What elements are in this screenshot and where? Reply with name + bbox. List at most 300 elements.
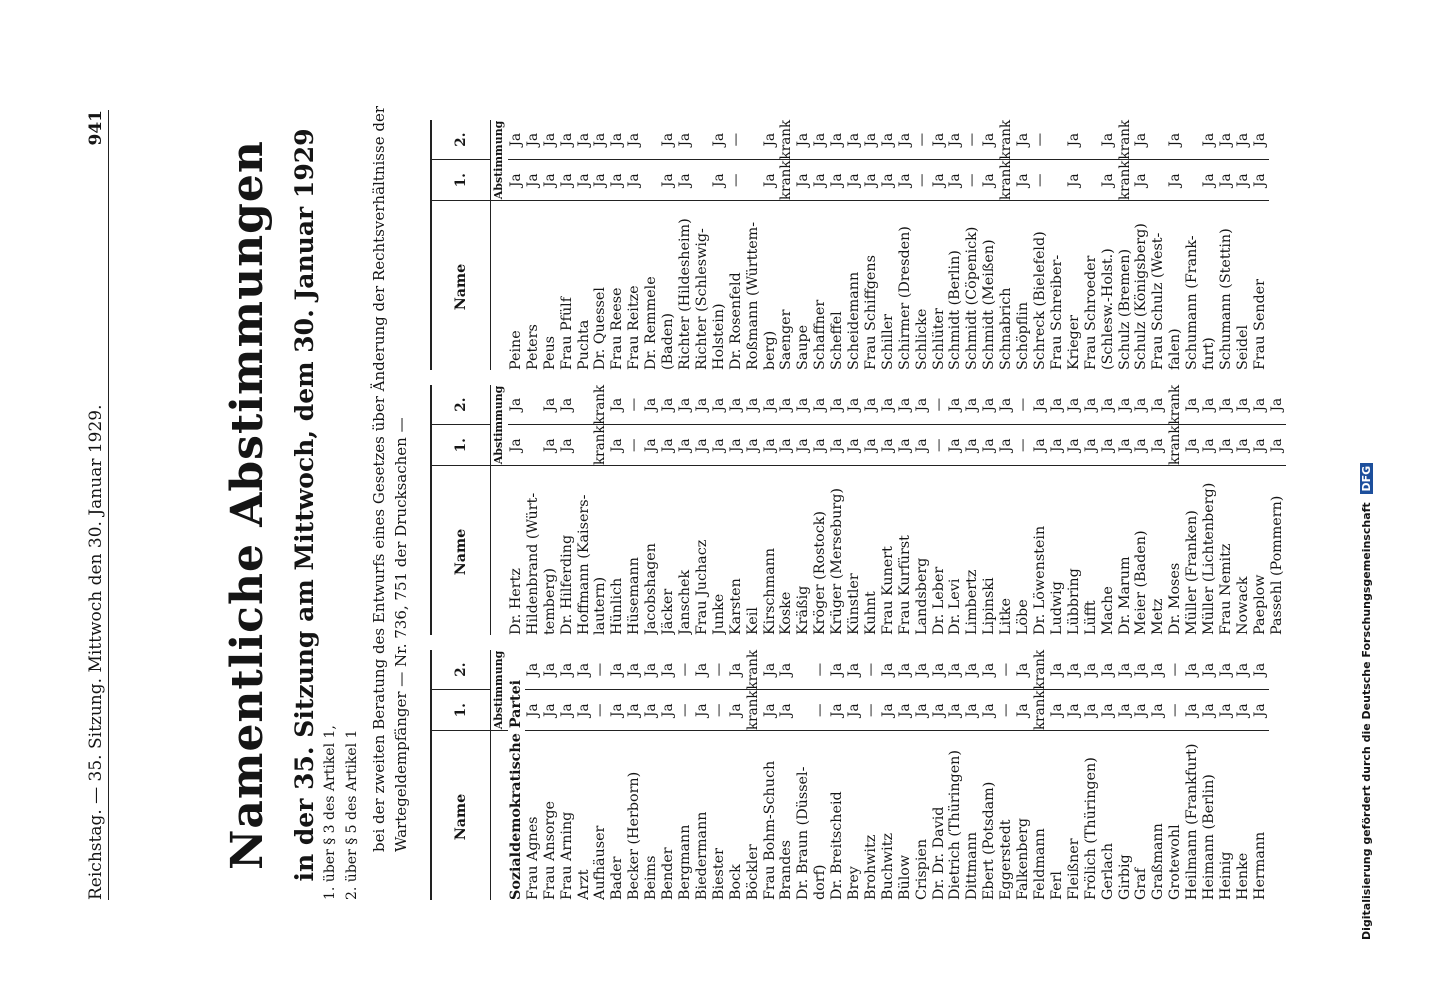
vote-2-value: Ja	[862, 397, 879, 412]
member-name: Paeplow	[1252, 466, 1269, 636]
vote-2-value: Ja	[1201, 662, 1218, 677]
vote-1-value: Ja	[1066, 160, 1083, 201]
member-name: Frau Arning	[559, 731, 576, 901]
vote-2-value	[1049, 120, 1066, 160]
vote-2-value: krank	[592, 384, 609, 425]
vote-2-value: Ja	[964, 662, 981, 677]
member-name: Frau Schreiber-	[1049, 201, 1066, 371]
vote-2-value: Ja	[676, 397, 693, 412]
member-name: Brandes	[778, 731, 795, 901]
vote-2-value: Ja	[575, 662, 592, 677]
member-name: Schlüter	[931, 201, 948, 371]
table-row	[964, 385, 981, 635]
vote-1-value: Ja	[947, 160, 964, 201]
member-name: Frau Schulz (West-	[1150, 201, 1167, 371]
vote-1-value: Ja	[1032, 425, 1049, 466]
member-name: Bock	[728, 731, 745, 901]
table-row	[762, 120, 779, 370]
member-name: Hermann	[1252, 731, 1269, 901]
vote-1-value: Ja	[1133, 425, 1150, 466]
vote-2-column-header	[431, 650, 491, 690]
table-row	[812, 120, 829, 370]
vote-1-value: Ja	[897, 160, 914, 201]
vote-2-value: Ja	[1133, 662, 1150, 677]
vote-2-value: Ja	[609, 397, 626, 412]
vote-1-value: —	[812, 690, 829, 731]
table-row	[1252, 385, 1269, 635]
table-row	[542, 120, 559, 370]
member-name: berg)	[762, 201, 779, 371]
vote-2-value: Ja	[676, 132, 693, 147]
vote-2-value: Ja	[524, 662, 541, 677]
vote-1-value: Ja	[863, 160, 880, 201]
table-row	[1150, 650, 1167, 900]
vote-1-value: Ja	[829, 690, 846, 731]
table-row	[846, 650, 863, 900]
vote-2-value: krank	[998, 119, 1015, 160]
member-name: Ferl	[1049, 731, 1066, 901]
vote-1-number: 1.	[453, 438, 469, 453]
vote-2-value: Ja	[896, 662, 913, 677]
member-name: Janschek	[677, 466, 694, 636]
vote-2-value: Ja	[1065, 662, 1082, 677]
vote-2-value: Ja	[1065, 397, 1082, 412]
table-row	[677, 120, 694, 370]
vote-1-value: Ja	[1117, 690, 1134, 731]
vote-1-value: Ja	[525, 160, 542, 201]
vote-2-value: Ja	[778, 662, 795, 677]
vote-1-value: Ja	[1133, 690, 1150, 731]
member-name: Karsten	[728, 466, 745, 636]
vote-2-value: Ja	[812, 397, 829, 412]
table-row	[559, 650, 576, 900]
party-name: Sozialdemokratische Partei	[507, 679, 524, 900]
vote-1-value: Ja	[609, 690, 626, 731]
page-title: Namentliche Abstimmungen	[222, 140, 273, 870]
article-note-2: 2. über § 5 des Artikel 1	[344, 729, 360, 900]
table-row	[1218, 385, 1235, 635]
vote-1-value: Ja	[1015, 690, 1032, 731]
vote-1-value: krank	[998, 160, 1015, 200]
abstimmung-header-row	[491, 385, 508, 635]
vote-1-value: Ja	[1252, 160, 1269, 201]
vote-1-value: Ja	[795, 160, 812, 201]
vote-2-value: Ja	[829, 397, 846, 412]
vote-2-value: Ja	[1150, 662, 1167, 677]
table-row	[1201, 650, 1218, 900]
vote-1-value: krank	[592, 425, 609, 465]
table-header-row	[431, 650, 491, 900]
member-name: Brey	[846, 731, 863, 901]
table-row	[592, 120, 609, 370]
table-row	[728, 120, 745, 370]
vote-1-value: Ja	[964, 690, 981, 731]
member-name: Frau Ansorge	[542, 731, 559, 901]
table-row	[1117, 650, 1134, 900]
table-row	[694, 385, 711, 635]
vote-1-column-header	[431, 160, 491, 201]
member-name: Scheidemann	[846, 201, 863, 371]
member-name: Dr. Leber	[931, 466, 948, 636]
vote-1-value: Ja	[1252, 425, 1269, 466]
header-spacer	[491, 466, 508, 636]
vote-1-value: Ja	[1066, 690, 1083, 731]
table-row	[914, 120, 931, 370]
member-name: Lüfft	[1083, 466, 1100, 636]
table-row	[947, 650, 964, 900]
vote-1-value: Ja	[1201, 690, 1218, 731]
header-rule	[108, 110, 109, 900]
name-column-header: Name	[431, 466, 491, 636]
member-name: Kirschmann	[762, 466, 779, 636]
vote-2-value: Ja	[947, 662, 964, 677]
table-row	[931, 385, 948, 635]
vote-1-value: Ja	[762, 425, 779, 466]
table-row	[1235, 650, 1252, 900]
vote-1-value: —	[863, 690, 880, 731]
vote-2-value: Ja	[558, 397, 575, 412]
vote-2-value: —	[930, 397, 947, 412]
member-name: Frölich (Thüringen)	[1083, 731, 1100, 901]
vote-1-value: Ja	[1100, 160, 1117, 201]
member-name: Heinig	[1218, 731, 1235, 901]
table-row	[998, 385, 1015, 635]
table-row	[829, 650, 846, 900]
table-row	[931, 650, 948, 900]
header-spacer	[491, 201, 508, 371]
vote-2-column-header	[431, 385, 491, 425]
vote-1-value: krank	[1167, 425, 1184, 465]
vote-2-value	[643, 120, 660, 160]
vote-2-value: Ja	[541, 662, 558, 677]
member-name: Buchwitz	[880, 731, 897, 901]
table-row	[998, 650, 1015, 900]
table-row	[947, 120, 964, 370]
vote-1-value: Ja	[660, 690, 677, 731]
table-row	[1133, 650, 1150, 900]
vote-2-value: Ja	[727, 662, 744, 677]
vote-2-value	[1083, 120, 1100, 160]
vote-1-value	[643, 160, 660, 201]
table-row	[1049, 120, 1066, 370]
member-name: Schmidt (Cöpenick)	[964, 201, 981, 371]
vote-1-value: Ja	[626, 690, 643, 731]
table-row	[694, 120, 711, 370]
member-name: Schumann (Frank-	[1184, 201, 1201, 371]
vote-2-value: Ja	[1251, 397, 1268, 412]
vote-1-number: 1.	[453, 173, 469, 188]
vote-1-value: Ja	[745, 425, 762, 466]
table-row	[559, 385, 576, 635]
member-name: Jacobshagen	[643, 466, 660, 636]
member-name: Dr. Levi	[947, 466, 964, 636]
table-row	[863, 385, 880, 635]
vote-table-2	[430, 385, 1286, 635]
member-name: Scheffel	[829, 201, 846, 371]
vote-2-value	[745, 120, 762, 160]
vote-2-value: Ja	[1184, 397, 1201, 412]
vote-2-value: Ja	[981, 397, 998, 412]
member-name: Kröger (Rostock)	[812, 466, 829, 636]
vote-2-value: Ja	[1099, 397, 1116, 412]
vote-table-3	[430, 120, 1269, 370]
vote-2-value: —	[998, 662, 1015, 677]
vote-2-number: 2.	[453, 662, 469, 677]
table-row	[677, 385, 694, 635]
vote-2-value: Ja	[812, 132, 829, 147]
vote-2-value: Ja	[896, 397, 913, 412]
member-name: Heimann (Berlin)	[1201, 731, 1218, 901]
vote-2-value: Ja	[1048, 662, 1065, 677]
vote-2-value: Ja	[761, 132, 778, 147]
table-row	[914, 385, 931, 635]
member-name: Seidel	[1235, 201, 1252, 371]
vote-2-value: krank	[1032, 649, 1048, 690]
vote-2-value: Ja	[609, 132, 626, 147]
vote-1-value: Ja	[559, 425, 576, 466]
member-name: (Baden)	[660, 201, 677, 371]
table-row	[880, 120, 897, 370]
member-name: Beims	[643, 731, 660, 901]
table-row	[660, 120, 677, 370]
member-name: (Schlesw.-Holst.)	[1100, 201, 1117, 371]
vote-1-value: Ja	[846, 690, 863, 731]
member-name: Bülow	[897, 731, 914, 901]
vote-1-value: Ja	[1201, 425, 1218, 466]
vote-1-value: Ja	[1015, 160, 1032, 201]
member-name: Arzt	[576, 731, 593, 901]
vote-2-value: Ja	[626, 132, 643, 147]
vote-1-number: 1.	[453, 703, 469, 718]
member-name: Becker (Herborn)	[626, 731, 643, 901]
table-row	[762, 650, 779, 900]
vote-1-value: Ja	[863, 425, 880, 466]
table-row	[1032, 650, 1049, 900]
vote-2-value: Ja	[846, 132, 863, 147]
member-name: Fleißner	[1066, 731, 1083, 901]
running-header-text: Reichstag. — 35. Sitzung. Mittwoch den 30. Januar 1929.	[86, 404, 106, 900]
vote-2-value: Ja	[913, 662, 930, 677]
member-name: Schulz (Bremen)	[1117, 201, 1134, 371]
member-name: Schaffner	[812, 201, 829, 371]
vote-2-value: —	[1015, 397, 1032, 412]
member-name: Koske	[778, 466, 795, 636]
member-name: Dr. Breitscheid	[829, 731, 846, 901]
member-name: Hildenbrand (Würt-	[525, 466, 542, 636]
table-row	[525, 120, 542, 370]
name-column-header: Name	[431, 731, 491, 901]
vote-2-value: Ja	[1268, 397, 1285, 412]
member-name: Frau Pfülf	[559, 201, 576, 371]
member-name: Girbig	[1117, 731, 1134, 901]
vote-1-value	[745, 160, 762, 201]
vote-2-value: Ja	[660, 397, 677, 412]
vote-2-value: Ja	[795, 132, 812, 147]
vote-1-value: krank	[778, 160, 795, 200]
vote-2-value: Ja	[947, 132, 964, 147]
member-name: Dr. Braun (Düssel-	[795, 731, 812, 901]
vote-2-value: Ja	[693, 662, 710, 677]
party-row	[508, 650, 525, 900]
table-row	[626, 650, 643, 900]
running-header	[86, 110, 106, 900]
vote-2-value: Ja	[981, 662, 998, 677]
table-row	[1167, 385, 1184, 635]
vote-2-value: Ja	[1217, 132, 1234, 147]
vote-1-value: Ja	[914, 690, 931, 731]
vote-1-value: krank	[744, 690, 761, 730]
table-row	[626, 120, 643, 370]
table-row	[1184, 120, 1201, 370]
member-name: temberg)	[542, 466, 559, 636]
vote-1-value: Ja	[1184, 690, 1201, 731]
abstimmung-header-row	[491, 120, 508, 370]
vote-2-value: Ja	[1133, 132, 1150, 147]
member-name: Dr. Remmele	[643, 201, 660, 371]
table-row	[863, 650, 880, 900]
vote-2-value: Ja	[507, 132, 524, 147]
member-name: Ludwig	[1049, 466, 1066, 636]
vote-1-value: —	[626, 425, 643, 466]
table-row	[592, 385, 609, 635]
member-name: Frau Sender	[1252, 201, 1269, 371]
vote-1-value: Ja	[508, 160, 525, 201]
table-row	[711, 650, 728, 900]
vote-1-value: Ja	[1049, 425, 1066, 466]
vote-2-value: Ja	[1167, 132, 1184, 147]
vote-2-value: —	[964, 132, 981, 147]
vote-1-value: Ja	[559, 160, 576, 201]
vote-2-value: Ja	[1099, 662, 1116, 677]
name-column-header: Name	[431, 201, 491, 371]
table-row	[897, 650, 914, 900]
vote-2-number: 2.	[453, 132, 469, 147]
table-row	[981, 120, 998, 370]
member-name: Bader	[609, 731, 626, 901]
vote-2-value: Ja	[879, 662, 896, 677]
member-name: Lübbring	[1066, 466, 1083, 636]
member-name: Frau Bohm-Schuch	[762, 731, 779, 901]
vote-2-value: Ja	[1184, 662, 1201, 677]
member-name: Bergmann	[677, 731, 694, 901]
page-subtitle: in der 35. Sitzung am Mittwoch, dem 30. Januar 1929	[290, 128, 319, 882]
page-number: 941	[86, 110, 106, 146]
vote-2-value: —	[913, 132, 930, 147]
vote-1-value	[1184, 160, 1201, 201]
vote-1-value: Ja	[1252, 690, 1269, 731]
vote-2-value: —	[727, 132, 744, 147]
vote-2-value: Ja	[592, 132, 609, 147]
member-name: Dr. Quessel	[592, 201, 609, 371]
vote-2-value: Ja	[1251, 132, 1268, 147]
table-row	[1015, 650, 1032, 900]
table-row	[964, 120, 981, 370]
vote-2-value	[694, 120, 711, 160]
member-name: Peus	[542, 201, 559, 371]
table-row	[626, 385, 643, 635]
vote-2-value: krank	[1167, 384, 1184, 425]
funding-note	[1360, 100, 1373, 940]
vote-2-value: Ja	[862, 132, 879, 147]
vote-1-value: Ja	[542, 160, 559, 201]
vote-2-value: Ja	[761, 662, 778, 677]
vote-2-value: —	[676, 662, 693, 677]
member-name: Frau Agnes	[525, 731, 542, 901]
vote-1-value: Ja	[897, 690, 914, 731]
vote-1-value: Ja	[609, 160, 626, 201]
vote-2-value: Ja	[575, 132, 592, 147]
table-row	[508, 120, 525, 370]
vote-1-value: Ja	[846, 425, 863, 466]
table-row	[728, 385, 745, 635]
member-name: Frau Reitze	[626, 201, 643, 371]
abstimmung-label: Abstimmung	[492, 650, 505, 730]
vote-2-value: Ja	[1150, 397, 1167, 412]
vote-2-value: Ja	[930, 132, 947, 147]
member-name: Biedermann	[694, 731, 711, 901]
vote-1-value: Ja	[981, 690, 998, 731]
table-header-row	[431, 120, 491, 370]
vote-1-value: —	[914, 160, 931, 201]
member-name: Schirmer (Dresden)	[897, 201, 914, 371]
vote-1-value: Ja	[559, 690, 576, 731]
vote-1-value: Ja	[762, 690, 779, 731]
table-row	[812, 385, 829, 635]
table-row	[880, 385, 897, 635]
table-row	[846, 385, 863, 635]
member-name: Kräßig	[795, 466, 812, 636]
table-row	[660, 385, 677, 635]
vote-1-value: Ja	[1235, 425, 1252, 466]
vote-1-value: Ja	[677, 160, 694, 201]
vote-2-value: Ja	[1082, 397, 1099, 412]
table-header-row	[431, 385, 491, 635]
vote-1-value: Ja	[576, 160, 593, 201]
table-row	[762, 385, 779, 635]
table-row	[914, 650, 931, 900]
table-row	[1032, 120, 1049, 370]
vote-1-value	[694, 160, 711, 201]
vote-2-value: Ja	[609, 662, 626, 677]
member-name: Lipinski	[981, 466, 998, 636]
vote-2-value: Ja	[913, 397, 930, 412]
vote-2-value: Ja	[660, 662, 677, 677]
member-name: Limbertz	[964, 466, 981, 636]
table-row	[609, 385, 626, 635]
table-row	[1201, 385, 1218, 635]
dfg-logo: DFG	[1360, 463, 1373, 495]
vote-1-value: Ja	[542, 690, 559, 731]
article-note-1: 1. über § 3 des Artikel 1,	[322, 725, 338, 900]
table-row	[795, 120, 812, 370]
table-row	[728, 650, 745, 900]
vote-2-value: Ja	[643, 397, 660, 412]
vote-1-value: Ja	[592, 160, 609, 201]
vote-2-value: —	[1032, 132, 1048, 147]
member-name: Feldmann	[1032, 731, 1049, 901]
table-row	[1032, 385, 1049, 635]
vote-2-value: Ja	[1065, 132, 1082, 147]
vote-2-value: Ja	[1234, 397, 1251, 412]
vote-1-value	[525, 425, 542, 466]
vote-1-value: Ja	[897, 425, 914, 466]
table-row	[1184, 650, 1201, 900]
table-row	[1066, 650, 1083, 900]
table-row	[947, 385, 964, 635]
table-row	[592, 650, 609, 900]
vote-2-value: Ja	[1048, 397, 1065, 412]
vote-2-value	[795, 650, 812, 690]
